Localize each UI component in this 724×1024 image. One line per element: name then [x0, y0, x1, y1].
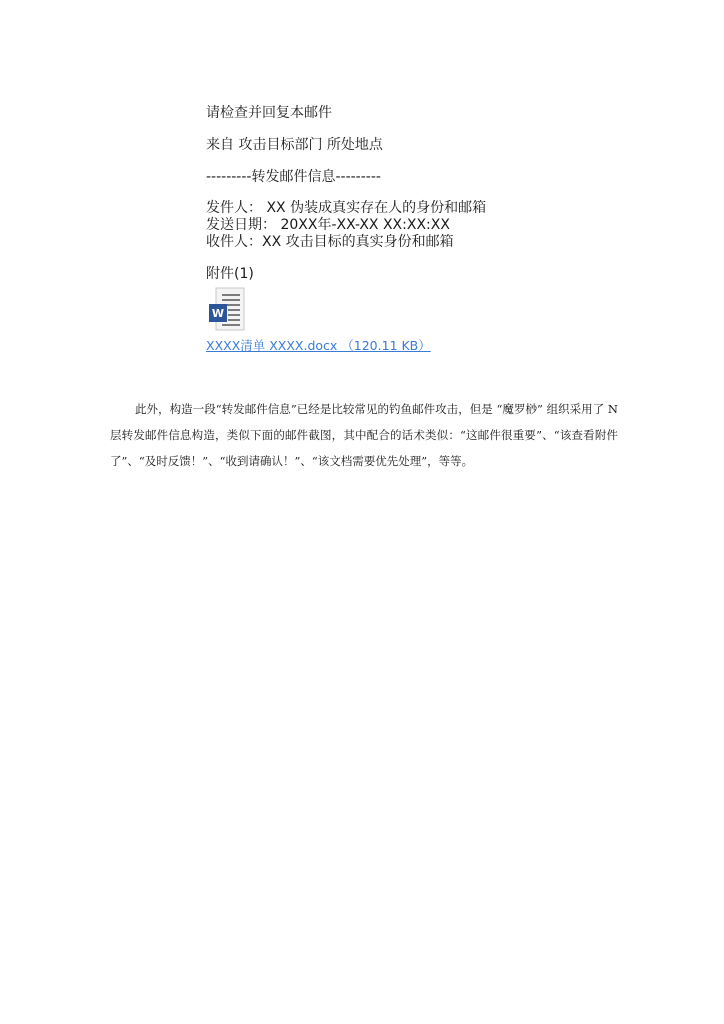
attachments-label: 附件(1): [206, 266, 254, 282]
attachment-link[interactable]: XXXX清单 XXXX.docx （120.11 KB）: [206, 338, 431, 353]
email-screenshot: [206, 104, 626, 354]
email-from-line: 来自 攻击目标部门 所处地点: [206, 137, 383, 153]
sender-line: 发件人： XX 伪装成真实存在人的身份和邮箱: [206, 200, 487, 216]
recipient-line: 收件人：XX 攻击目标的真实身份和邮箱: [206, 234, 454, 250]
forwarded-message-meta: [206, 200, 626, 251]
svg-text:W: W: [211, 307, 225, 320]
body-paragraph: 此外，构造一段“转发邮件信息”已经是比较常见的钓鱼邮件攻击，但是 “魔罗桫” 组织采用了 N 层转发邮件信息构造，类似下面的邮件截图，其中配合的话术类似：“这邮件很重要”、“该查看附件了”、“及时反馈！”、“收到请确认！”、“该文档需要优先处理”，等等。: [110, 402, 618, 468]
forward-header: ---------转发邮件信息---------: [206, 169, 381, 185]
sent-date-line: 发送日期： 20XX年-XX-XX XX:XX:XX: [206, 217, 450, 233]
email-subject-line: 请检查并回复本邮件: [206, 105, 332, 121]
word-document-icon[interactable]: [206, 286, 250, 334]
